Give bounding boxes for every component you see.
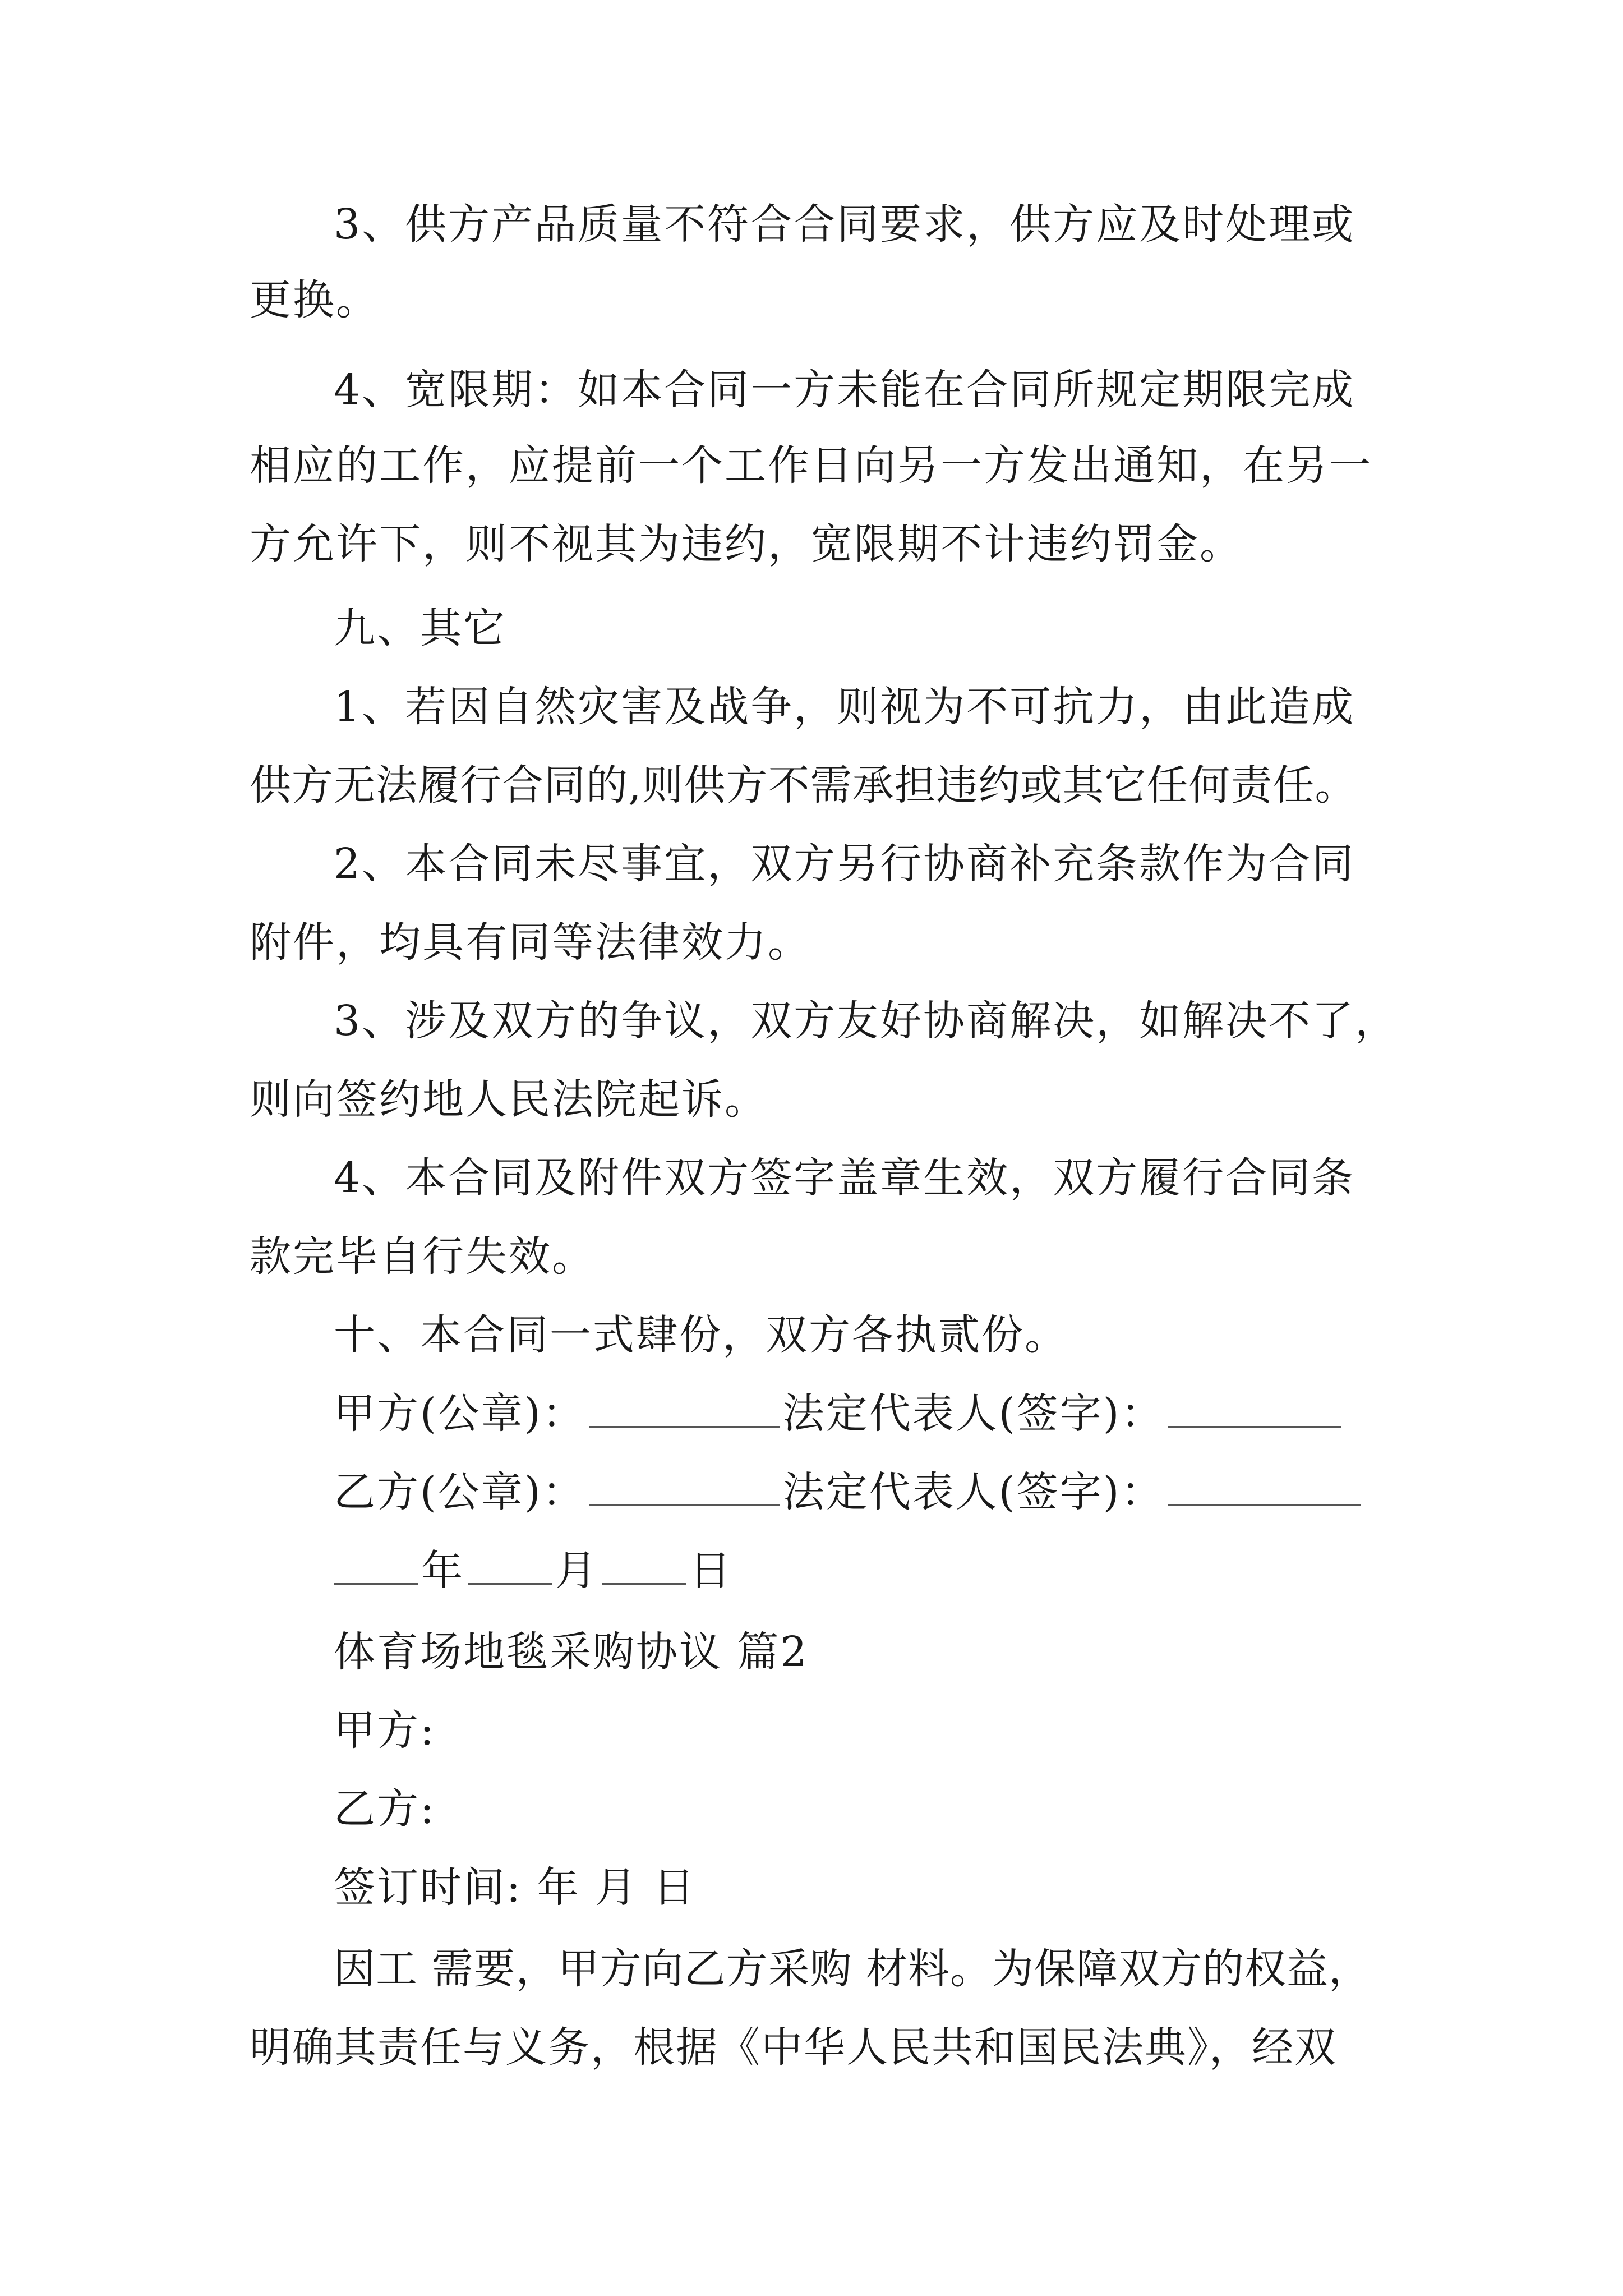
year-blank [334,1552,418,1585]
party-a-rep-blank [1168,1395,1341,1428]
clause-8-4-line3: 方允许下，则不视其为违约，宽限期不计违约罚金。 [250,520,1243,568]
clause-8-3-line2: 更换。 [250,276,379,324]
month-blank [468,1552,552,1585]
day-label: 日 [689,1547,732,1595]
agreement-2-sign-date: 签订时间: 年 月 日 [334,1864,697,1912]
section-10-copies: 十、本合同一式肆份，双方各执贰份。 [334,1311,1068,1359]
agreement-2-intro-line1: 因工 需要，甲方向乙方采购 材料。为保障双方的权益， [334,1945,1371,1993]
clause-9-1-line2: 供方无法履行合同的,则供方不需承担违约或其它任何责任。 [250,761,1357,809]
month-label: 月 [555,1547,598,1595]
agreement-2-party-a: 甲方: [334,1706,436,1755]
party-a-signature-row [334,1388,1345,1439]
clause-9-2-line2: 附件，均具有同等法律效力。 [250,918,811,967]
clause-9-1-line1: 1、若因自然灾害及战争，则视为不可抗力，由此造成 [334,683,1355,731]
section-9-heading: 九、其它 [334,604,506,652]
agreement-2-title: 体育场地毯采购协议 篇2 [334,1628,809,1676]
party-b-rep-blank [1168,1473,1361,1506]
clause-9-2-line1: 2、本合同未尽事宜，双方另行协商补充条款作为合同 [334,840,1355,888]
clause-8-4-line1: 4、宽限期：如本合同一方未能在合同所规定期限完成 [334,366,1355,414]
party-b-seal-blank [589,1473,780,1506]
clause-9-3-line1: 3、涉及双方的争议，双方友好协商解决，如解决不了， [334,997,1399,1045]
year-label: 年 [421,1547,464,1595]
date-row [334,1545,732,1596]
clause-8-4-line2: 相应的工作，应提前一个工作日向另一方发出通知，在另一 [250,441,1372,490]
clause-9-4-line1: 4、本合同及附件双方签字盖章生效，双方履行合同条 [334,1154,1355,1202]
party-a-rep-label: 法定代表人(签字)： [782,1389,1164,1438]
party-a-seal-blank [589,1395,780,1428]
party-b-signature-row [334,1467,1364,1517]
agreement-2-intro-line2: 明确其责任与义务，根据《中华人民共和国民法典》，经双 [250,2023,1337,2072]
party-a-seal-label: 甲方(公章)： [334,1389,585,1438]
party-b-seal-label: 乙方(公章)： [334,1468,585,1516]
day-blank [602,1552,686,1585]
clause-9-4-line2: 款完毕自行失效。 [250,1232,595,1281]
party-b-rep-label: 法定代表人(签字)： [782,1468,1164,1516]
agreement-2-party-b: 乙方: [334,1785,436,1833]
clause-8-3-line1: 3、供方产品质量不符合合同要求，供方应及时处理或 [334,200,1355,249]
clause-9-3-line2: 则向签约地人民法院起诉。 [250,1075,768,1124]
